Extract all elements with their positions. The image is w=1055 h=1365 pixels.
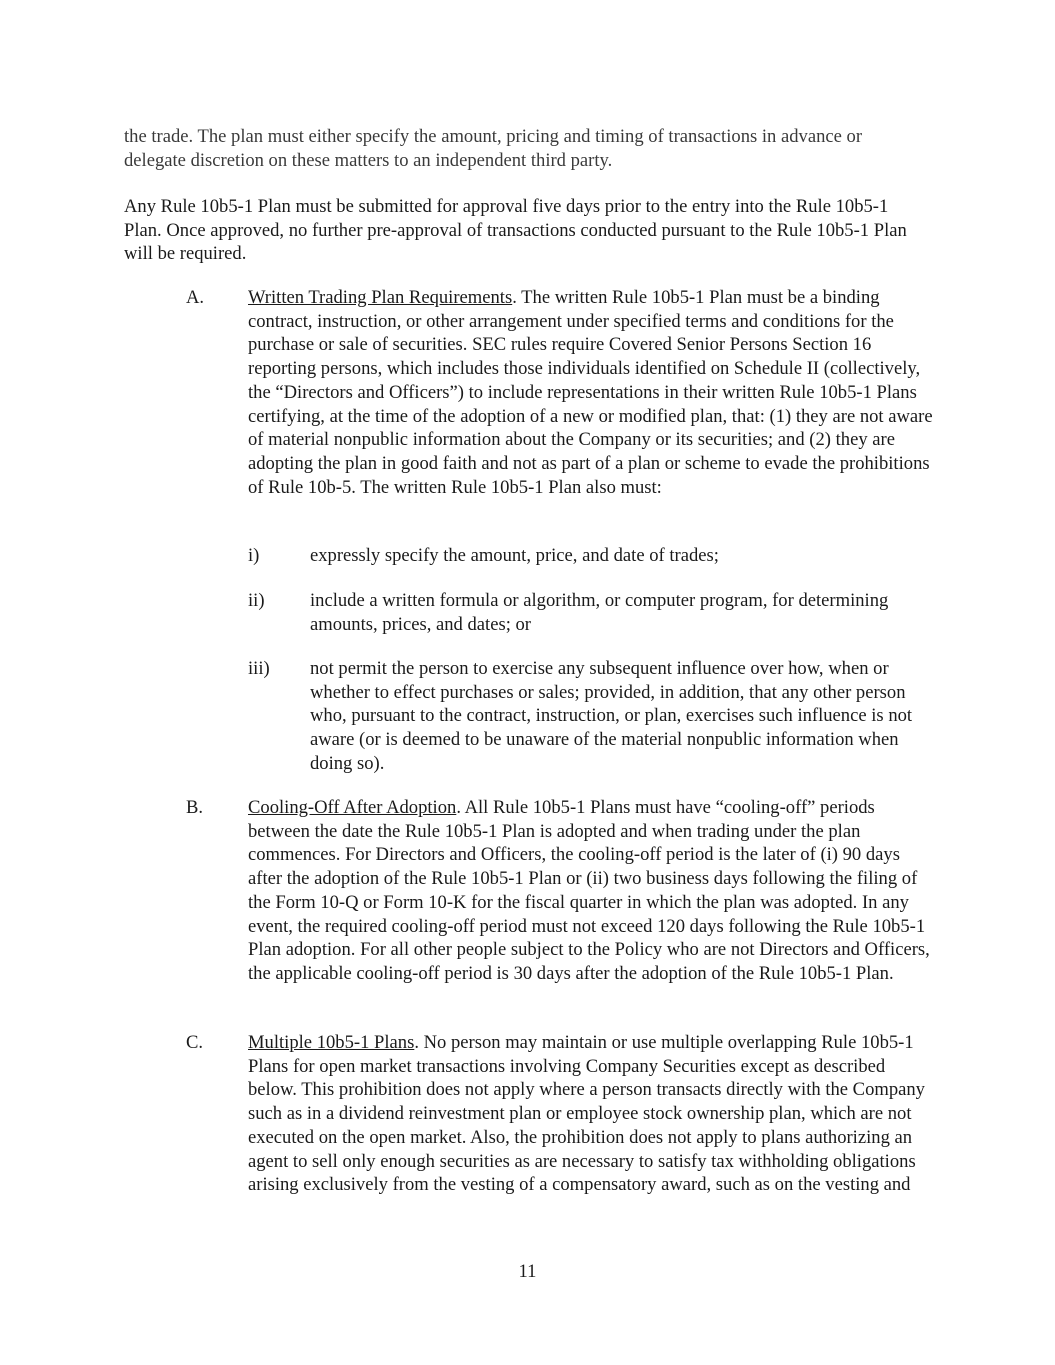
section-c-text: . No person may maintain or use multiple overlapping Rule 10b5-1 Plans for open market transactions involving Company Securities except as described below. This prohibition does not apply where a person transacts directly with the Company such as in a dividend reinvestment plan or employee stock ownership plan, which are not executed on the open market. Also, the prohibition does not apply to plans authorizing an agent to sell only enough securities as are necessary to satisfy tax withholding obligations arising exclusively from the vesting of a compensatory award, such as on the vesting and [248,1032,925,1196]
list-item-label: ii) [248,590,265,611]
section-a-heading: Written Trading Plan Requirements [248,287,513,308]
section-c-label: C. [186,1032,204,1053]
list-item-text: expressly specify the amount, price, and date of trades; [310,545,719,566]
list-item-text: not permit the person to exercise any subsequent influence over how, when or whether to effect purchases or sales; provided, in addition, that any other person who, pursuant to the contract, instruction, or plan, exercises such influence is not aware (or is deemed to be unaware of the material nonpublic information when doing so). [310,658,913,774]
paragraph-approval: Any Rule 10b5-1 Plan must be submitted for approval five days prior to the entry into the Rule 10b5-1 Plan. Once approved, no further pre-approval of transactions conducted pursuant to the Rule 10b5-1 Plan will be required. [124,196,907,265]
page-number: 11 [518,1261,537,1282]
list-item-text: include a written formula or algorithm, or computer program, for determining amounts, prices, and dates; or [310,590,889,635]
section-a-body [248,286,938,499]
section-b-body [248,796,938,986]
list-item-label: iii) [248,658,270,679]
section-b-label: B. [186,797,204,818]
paragraph-continuation: the trade. The plan must either specify the amount, pricing and timing of transactions in advance or delegate discretion on these matters to an independent third party. [124,126,863,171]
section-c-body [248,1031,938,1197]
section-a-text: . The written Rule 10b5-1 Plan must be a binding contract, instruction, or other arrangement under specified terms and conditions for the purchase or sale of securities. SEC rules require Covered Senior Persons Section 16 reporting persons, which includes those individuals identified on Schedule II (collectively, the “Directors and Officers”) to include representations in their written Rule 10b5-1 Plans certifying, at the time of the adoption of a new or modified plan, that: (1) they are not aware of material nonpublic information about the Company or its securities; and (2) they are adopting the plan in good faith and not as part of a plan or scheme to evade the prohibitions of Rule 10b-5. The written Rule 10b5-1 Plan also must: [248,287,933,498]
section-b-text: . All Rule 10b5-1 Plans must have “cooling-off” periods between the date the Rule 10b5-1 Plan is adopted and when trading under the plan commences. For Directors and Officers, the cooling-off period is the later of (i) 90 days after the adoption of the Rule 10b5-1 Plan or (ii) two business days following the filing of the Form 10-Q or Form 10-K for the fiscal quarter in which the plan was adopted. In any event, the required cooling-off period must not exceed 120 days following the Rule 10b5-1 Plan adoption. For all other people subject to the Policy who are not Directors and Officers, the applicable cooling-off period is 30 days after the adoption of the Rule 10b5-1 Plan. [248,797,930,984]
list-item-label: i) [248,545,260,566]
section-a-label: A. [186,287,205,308]
section-c-heading: Multiple 10b5-1 Plans [248,1032,415,1053]
section-b-heading: Cooling-Off After Adoption [248,797,457,818]
